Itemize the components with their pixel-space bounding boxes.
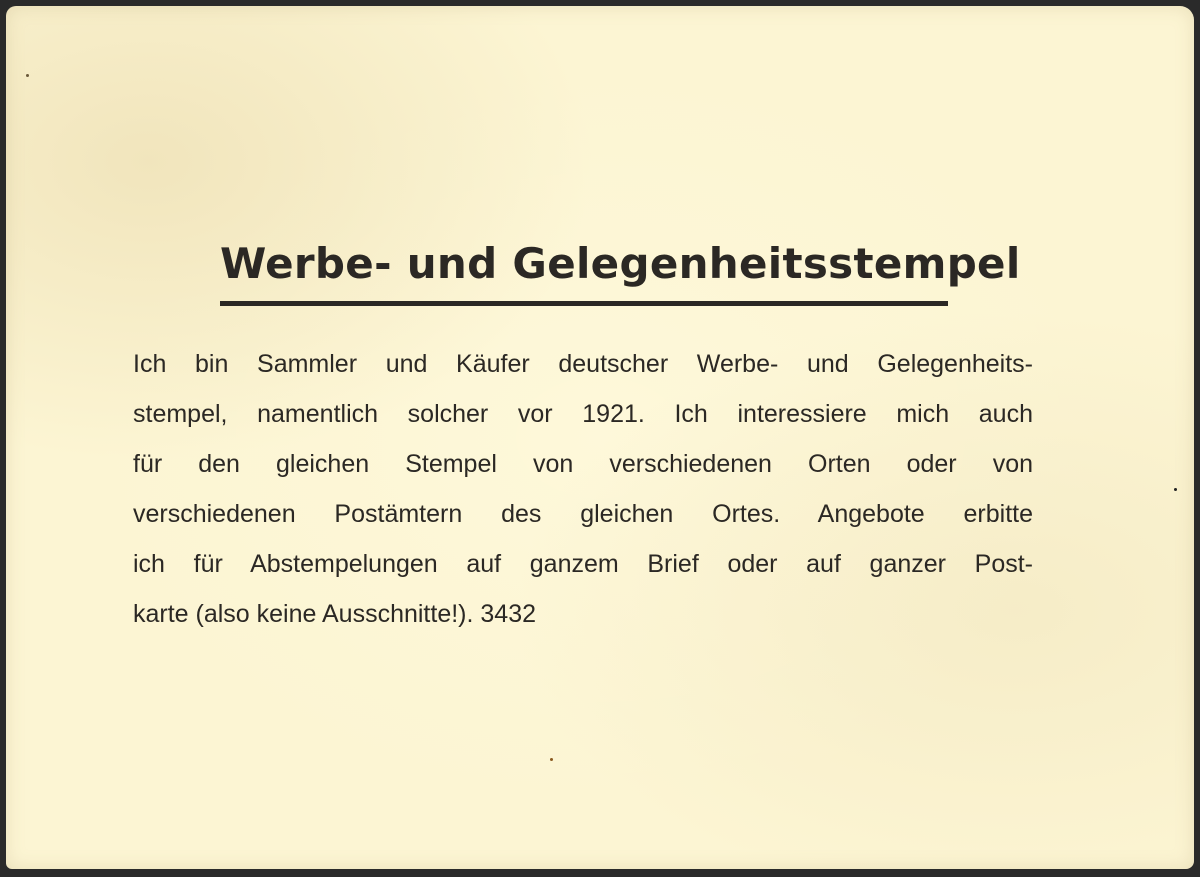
- heading-underline: [220, 301, 948, 306]
- body-line-5: ich für Abstempelungen auf ganzem Brief oder auf ganzer Post-: [133, 550, 1033, 578]
- paper-speck: [26, 74, 29, 77]
- body-line-3: für den gleichen Stempel von verschiedenen Orten oder von: [133, 450, 1033, 478]
- paper-speck: [550, 758, 553, 761]
- body-line-4: verschiedenen Postämtern des gleichen Ortes. Angebote erbitte: [133, 500, 1033, 528]
- card-body-text: [133, 339, 1033, 639]
- card-heading: Werbe- und Gelegenheitsstempel: [220, 239, 1021, 288]
- paper-speck: [1174, 488, 1177, 491]
- body-line-6: karte (also keine Ausschnitte!). 3432: [133, 600, 537, 628]
- body-line-1: Ich bin Sammler und Käufer deutscher Werbe- und Gelegenheits-: [133, 350, 1033, 378]
- postcard: [6, 6, 1194, 869]
- body-line-2: stempel, namentlich solcher vor 1921. Ich interessiere mich auch: [133, 400, 1033, 428]
